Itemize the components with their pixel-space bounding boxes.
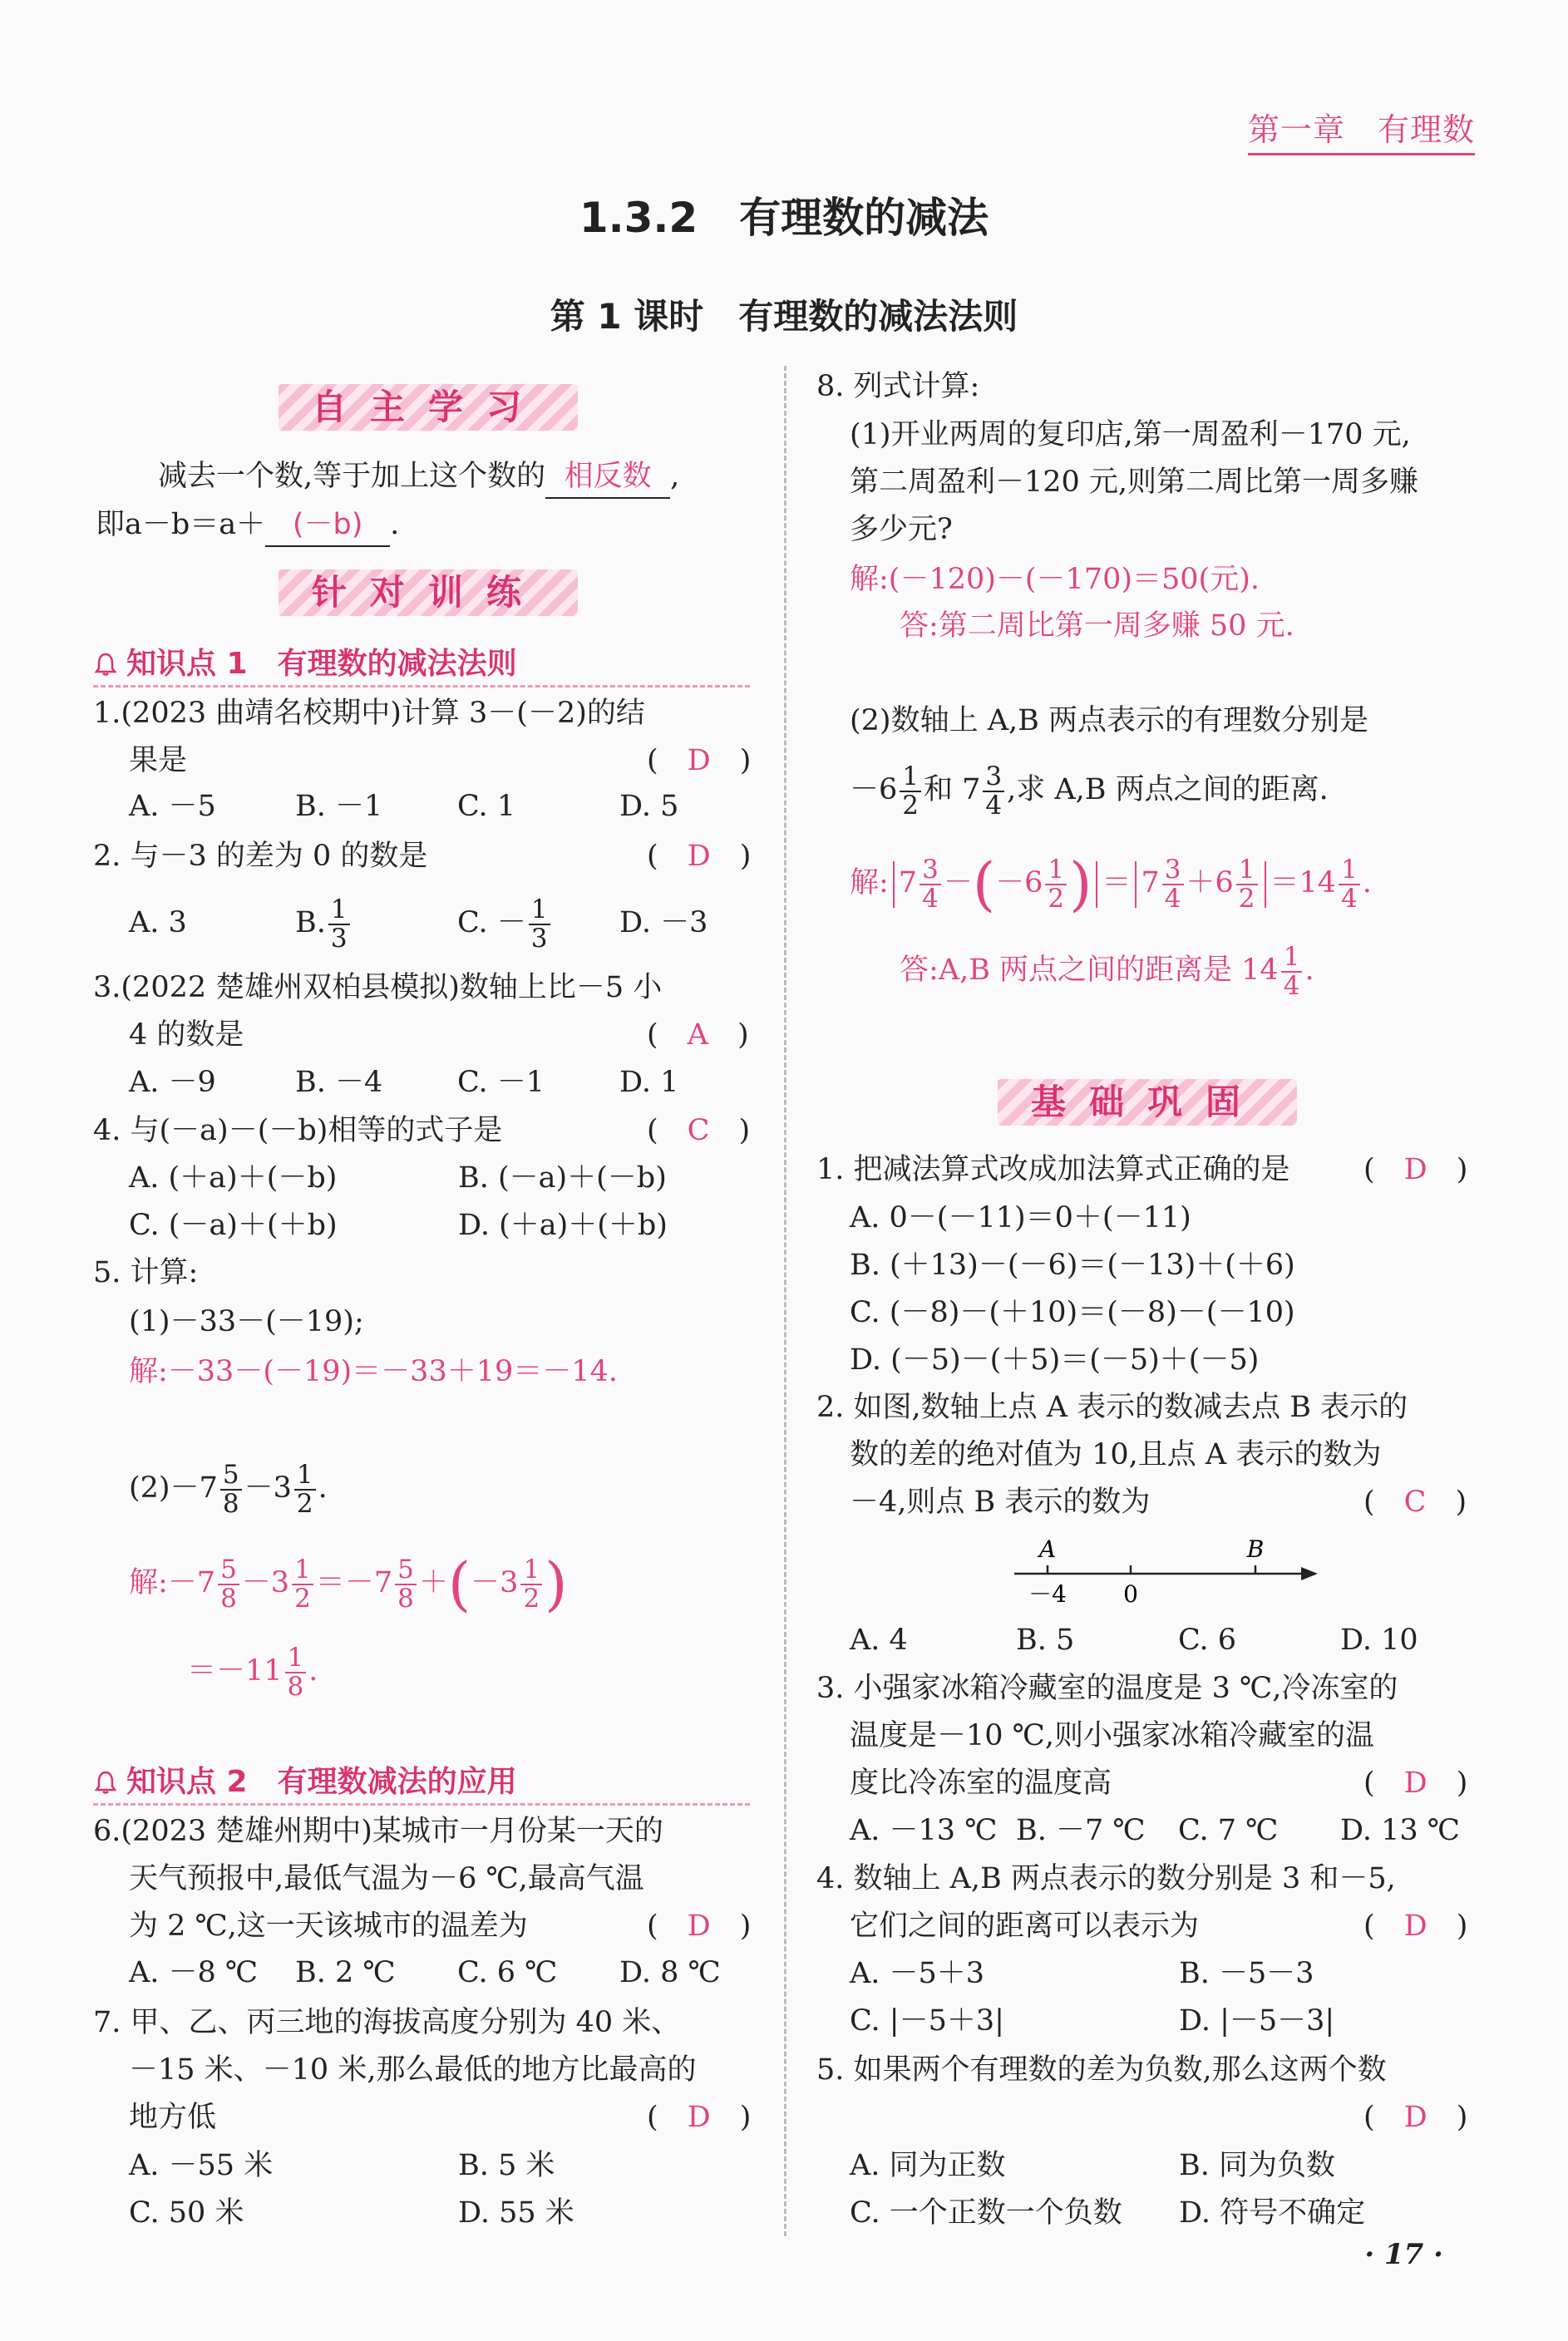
q8-sol-period: .: [1362, 866, 1372, 900]
kp2-label: 知识点 2 有理数减法的应用: [126, 1765, 517, 1799]
b2-options: [850, 1619, 1418, 1661]
q8-text: 8. 列式计算:: [816, 370, 980, 403]
banner-targeted: 针对训练: [279, 569, 578, 616]
q3-options: [129, 1062, 678, 1103]
frac-num: 3: [920, 856, 941, 885]
abs-bar: [1096, 861, 1097, 908]
q2-options: [129, 896, 708, 952]
intro-punct: ,: [670, 460, 680, 493]
q6-option-c: C. 6 ℃: [457, 1956, 558, 1989]
q5-part-2: [129, 1461, 328, 1517]
intro-line-1: [158, 456, 679, 499]
b3-option-c: C. 7 ℃: [1178, 1814, 1279, 1847]
paren-close: ): [545, 1550, 568, 1619]
b3-option-a: A. －13 ℃: [850, 1814, 998, 1847]
frac-den: 4: [922, 883, 939, 914]
frac-num: 1: [1236, 856, 1258, 885]
frac-den: 4: [1341, 883, 1358, 914]
abs-bar: [1135, 861, 1137, 908]
q2-fraction-b: [328, 896, 350, 952]
q7-options-row-1: [129, 2145, 555, 2186]
b2-option-c: C. 6: [1178, 1624, 1237, 1657]
knowledge-point-1: [93, 640, 750, 688]
q2-option-b-label: B.: [295, 906, 326, 940]
q1-option-c: C. 1: [457, 790, 516, 823]
point-a-label: A: [1038, 1535, 1057, 1563]
paren-open: (: [447, 1550, 471, 1619]
q6-option-d: D. 8 ℃: [619, 1956, 721, 1989]
q5-sol-m3: －3: [471, 1566, 519, 1600]
b5-option-a: A. 同为正数: [850, 2149, 1006, 2182]
frac-1-2: [520, 1556, 542, 1612]
frac-den: 2: [523, 1583, 540, 1614]
q8-sol-result: ＝14: [1270, 866, 1337, 900]
q6-option-b: B. 2 ℃: [295, 1956, 396, 1989]
b2-option-b: B. 5: [1016, 1624, 1075, 1657]
q6-line-1: 6.(2023 楚雄州期中)某城市一月份某一天的: [93, 1815, 663, 1848]
lesson-subtitle: 第 1 课时 有理数的减法法则: [550, 296, 1018, 337]
b4-options-row-1: [850, 1953, 1314, 1994]
frac-den: 2: [294, 1583, 311, 1614]
q4-answer: ( C ): [647, 1114, 751, 1147]
intro-period: .: [390, 508, 400, 541]
b3-line-1: 3. 小强家冰箱冷藏室的温度是 3 ℃,冷冻室的: [816, 1672, 1398, 1705]
q3-option-a: A. －9: [129, 1066, 216, 1099]
q5-text: 5. 计算:: [93, 1256, 199, 1289]
frac-den: 8: [287, 1671, 304, 1702]
q2-text: 2. 与－3 的差为 0 的数是: [93, 840, 428, 873]
b2-line-3: －4,则点 B 表示的数为: [850, 1486, 1151, 1519]
q2-option-b: [295, 896, 457, 952]
paren-close: ): [1069, 850, 1092, 919]
q4-option-a: A. (＋a)＋(－b): [129, 1161, 338, 1195]
q1-answer: ( D ): [647, 744, 752, 777]
b2-line-2: 数的差的绝对值为 10,且点 A 表示的数为: [850, 1438, 1382, 1471]
frac-1-8: [285, 1644, 307, 1700]
b2-answer: ( C ): [1363, 1486, 1467, 1519]
frac-den: 2: [1238, 883, 1255, 914]
q5-sol-label: 解:－7: [129, 1566, 216, 1600]
frac-num: 1: [328, 896, 350, 925]
q6-options: [129, 1952, 721, 1994]
q1-line-1: 1.(2023 曲靖名校期中)计算 3－(－2)的结: [93, 697, 645, 730]
b4-option-a: A. －5＋3: [850, 1957, 985, 1990]
q3-option-d: D. 1: [619, 1066, 679, 1099]
q5-p2-period: .: [318, 1471, 328, 1506]
frac-num: 3: [1162, 856, 1184, 885]
q8-p2-end: ,求 A,B 两点之间的距离.: [1007, 773, 1329, 807]
column-divider: [784, 366, 786, 2236]
banner-basic: 基础巩固: [998, 1079, 1297, 1126]
bell-icon: [93, 1770, 118, 1795]
q5-sol-plus: ＋: [418, 1566, 448, 1600]
b5-option-c: C. 一个正数一个负数: [850, 2196, 1122, 2230]
q5-part-1: (1)－33－(－19);: [129, 1305, 364, 1338]
q3-line-1: 3.(2022 楚雄州双柏县模拟)数轴上比－5 小: [93, 971, 663, 1004]
b5-options-row-1: [850, 2145, 1335, 2186]
q1-option-a: A. －5: [129, 790, 216, 823]
q5-part-2-solution: [129, 1550, 568, 1619]
knowledge-point-2: [93, 1758, 750, 1806]
q1-option-d: D. 5: [619, 790, 679, 823]
q1-option-b: B. －1: [295, 790, 383, 823]
q8-p1-line-1: (1)开业两周的复印店,第一周盈利－170 元,: [850, 418, 1411, 451]
frac-1-2: [292, 1556, 313, 1612]
frac-num: 1: [1281, 944, 1303, 973]
q4-option-d: D. (＋a)＋(＋b): [458, 1209, 668, 1242]
q8-ans-text: 答:A,B 两点之间的距离是 14: [900, 954, 1279, 988]
b5-options-row-2: [850, 2192, 1365, 2234]
q2-answer-letter: D: [687, 840, 711, 873]
b3-line-3: 度比冷冻室的温度高: [850, 1767, 1112, 1800]
q7-answer-letter: D: [687, 2101, 711, 2134]
frac-num: 5: [218, 1556, 239, 1585]
frac-num: 3: [983, 763, 1004, 792]
paren-open: (: [972, 850, 996, 919]
frac-3-4: [920, 856, 941, 912]
b1-option-d: D. (－5)－(＋5)＝(－5)＋(－5): [850, 1343, 1260, 1377]
frac-den: 3: [330, 923, 348, 954]
number-line-figure: [1006, 1525, 1322, 1617]
q2-option-c: [457, 896, 619, 952]
q5-sol2-period: .: [308, 1654, 318, 1688]
q5-sol-minus3: －3: [241, 1566, 290, 1600]
q4-options-row-2: [129, 1205, 668, 1246]
frac-den: 4: [1164, 883, 1181, 914]
frac-den: 4: [985, 790, 1003, 821]
chapter-header: 第一章 有理数: [1248, 104, 1475, 155]
frac-num: 5: [395, 1556, 417, 1585]
abs-bar: [1265, 861, 1266, 908]
b4-option-c: C. |－5＋3|: [850, 2004, 1004, 2038]
q6-line-3: 为 2 ℃,这一天该城市的温差为: [129, 1910, 528, 1943]
frac-num: 1: [529, 896, 550, 925]
b4-option-d: D. |－5－3|: [1179, 2004, 1335, 2038]
frac-num: 5: [220, 1461, 242, 1491]
frac-1-2: [294, 1461, 316, 1517]
b5-option-b: B. 同为负数: [1179, 2149, 1335, 2182]
kp1-label: 知识点 1 有理数的减法法则: [126, 647, 517, 681]
q3-answer: ( A ): [647, 1018, 749, 1052]
q3-option-b: B. －4: [295, 1066, 383, 1099]
q8-p2-line-1: (2)数轴上 A,B 两点表示的有理数分别是: [850, 704, 1368, 737]
b2-answer-letter: C: [1403, 1486, 1427, 1519]
abs-bar: [893, 861, 895, 908]
q7-option-b: B. 5 米: [458, 2149, 555, 2182]
q4-option-c: C. (－a)＋(＋b): [129, 1209, 338, 1242]
intro-line-2: [96, 504, 399, 547]
frac-den: 2: [296, 1488, 313, 1519]
b1-option-b: B. (＋13)－(－6)＝(－13)＋(＋6): [850, 1249, 1295, 1282]
q2-answer: ( D ): [647, 840, 752, 873]
q5-p2-label: (2)－7: [129, 1471, 218, 1506]
q8-p2-solution: [850, 850, 1372, 919]
q8-ans-period: .: [1304, 954, 1314, 988]
q7-option-a: A. －55 米: [129, 2149, 274, 2182]
frac-den: 2: [1048, 883, 1065, 914]
q4-options-row-1: [129, 1157, 667, 1199]
q8-sol-7b: 7: [1141, 866, 1160, 900]
q2-option-d: D. －3: [619, 906, 708, 940]
b1-option-c: C. (－8)－(＋10)＝(－8)－(－10): [850, 1296, 1295, 1329]
q7-line-1: 7. 甲、乙、丙三地的海拔高度分别为 40 米、: [93, 2006, 681, 2039]
frac-den: 4: [1283, 970, 1300, 1001]
b4-line-2: 它们之间的距离可以表示为: [850, 1910, 1200, 1943]
b3-answer-letter: D: [1403, 1767, 1427, 1800]
b2-line-1: 2. 如图,数轴上点 A 表示的数减去点 B 表示的: [816, 1391, 1408, 1424]
frac-1-4: [1339, 856, 1360, 912]
intro-text: 减去一个数,等于加上这个数的: [158, 460, 546, 493]
q8-p1-solution: 解:(－120)－(－170)＝50(元).: [850, 563, 1260, 596]
b5-option-d: D. 符号不确定: [1179, 2196, 1366, 2230]
q8-p2-line-2: [850, 763, 1329, 819]
b4-options-row-2: [850, 2000, 1334, 2042]
frac-den: 2: [902, 790, 920, 821]
q3-answer-letter: A: [687, 1018, 708, 1052]
q5-sol2: ＝－11: [187, 1654, 283, 1688]
b2-option-a: A. 4: [850, 1624, 908, 1657]
q8-sol-7: 7: [898, 866, 918, 900]
q5-sol-eq: ＝－7: [315, 1566, 393, 1600]
q8-p2-answer: [900, 944, 1314, 999]
q8-p1-line-3: 多少元?: [850, 513, 953, 546]
q4-text: 4. 与(－a)－(－b)相等的式子是: [93, 1114, 503, 1147]
q6-line-2: 天气预报中,最低气温为－6 ℃,最高气温: [129, 1862, 644, 1895]
b1-option-a: A. 0－(－11)＝0＋(－11): [850, 1201, 1191, 1235]
b1-answer: ( D ): [1363, 1153, 1468, 1186]
q8-sol-minus: －: [943, 866, 973, 900]
q1-options: [129, 786, 678, 827]
frac-num: 1: [1045, 856, 1067, 885]
q7-line-3: 地方低: [129, 2101, 217, 2134]
b5-answer-letter: D: [1403, 2101, 1427, 2134]
q5-part-2-solution-line-2: [187, 1644, 318, 1700]
q5-p2-minus3: －3: [244, 1471, 292, 1506]
frac-5-8: [395, 1556, 417, 1612]
bell-icon: [93, 652, 118, 677]
q2-fraction-c: [529, 896, 550, 952]
intro-formula: 即a－b＝a＋: [96, 508, 266, 541]
b1-answer-letter: D: [1403, 1153, 1427, 1186]
frac-1-2: [1045, 856, 1067, 912]
q8-sol-label: 解:: [850, 866, 889, 900]
q7-answer: ( D ): [647, 2101, 752, 2134]
q8-p2-m6: －6: [850, 773, 898, 807]
frac-num: 1: [520, 1556, 542, 1585]
tick-a-label: －4: [1028, 1580, 1067, 1608]
q2-option-a: A. 3: [129, 906, 187, 940]
frac-1-2: [1236, 856, 1258, 912]
frac-1-4: [1281, 944, 1303, 999]
q8-p1-answer: 答:第二周比第一周多赚 50 元.: [900, 609, 1294, 643]
q7-option-c: C. 50 米: [129, 2196, 244, 2230]
frac-num: 1: [1339, 856, 1360, 885]
b4-answer: ( D ): [1363, 1910, 1468, 1943]
q2-option-c-label: C. －: [457, 906, 526, 940]
q7-option-d: D. 55 米: [458, 2196, 574, 2230]
q8-sol-m6: －6: [995, 866, 1043, 900]
q4-option-b: B. (－a)＋(－b): [458, 1161, 667, 1195]
q7-line-2: －15 米、－10 米,那么最低的地方比最高的: [129, 2053, 697, 2087]
tick-0-label: 0: [1123, 1580, 1138, 1608]
q4-answer-letter: C: [687, 1114, 710, 1147]
q6-option-a: A. －8 ℃: [129, 1956, 259, 1989]
blank-answer-1: 相反数: [545, 456, 670, 499]
b3-option-d: D. 13 ℃: [1340, 1814, 1460, 1847]
b4-answer-letter: D: [1403, 1910, 1427, 1943]
b3-line-2: 温度是－10 ℃,则小强家冰箱冷藏室的温: [850, 1719, 1374, 1752]
q5-part-1-solution: 解:－33－(－19)＝－33＋19＝－14.: [129, 1355, 618, 1388]
b5-answer: ( D ): [1363, 2101, 1468, 2134]
b4-option-b: B. －5－3: [1179, 1957, 1314, 1990]
q6-answer-letter: D: [687, 1910, 711, 1943]
frac-3-4: [983, 763, 1004, 819]
b3-options: [850, 1810, 1460, 1851]
frac-num: 1: [900, 763, 921, 792]
frac-1-2: [900, 763, 921, 819]
q6-answer: ( D ): [647, 1910, 752, 1943]
frac-num: 1: [292, 1556, 313, 1585]
frac-num: 1: [285, 1644, 307, 1673]
q1-line-2: 果是: [129, 744, 188, 777]
b3-answer: ( D ): [1363, 1767, 1468, 1800]
q7-options-row-2: [129, 2192, 574, 2234]
point-b-label: B: [1246, 1535, 1265, 1563]
q1-answer-letter: D: [687, 744, 711, 777]
b3-option-b: B. －7 ℃: [1016, 1814, 1146, 1847]
q8-p2-and: 和 7: [924, 773, 981, 807]
q8-p1-line-2: 第二周盈利－120 元,则第二周比第一周多赚: [850, 466, 1419, 499]
b5-line-1: 5. 如果两个有理数的差为负数,那么这两个数: [816, 2053, 1387, 2087]
b2-option-d: D. 10: [1340, 1624, 1418, 1657]
frac-5-8: [220, 1461, 242, 1517]
section-title: 1.3.2 有理数的减法: [579, 194, 989, 242]
q3-line-2: 4 的数是: [129, 1018, 244, 1052]
b1-text: 1. 把减法算式改成加法算式正确的是: [816, 1153, 1290, 1186]
page-number: · 17 ·: [1364, 2238, 1443, 2271]
frac-den: 8: [397, 1583, 414, 1614]
frac-3-4: [1162, 856, 1184, 912]
frac-den: 8: [222, 1488, 239, 1519]
b4-line-1: 4. 数轴上 A,B 两点表示的数分别是 3 和－5,: [816, 1862, 1396, 1895]
frac-den: 3: [530, 923, 548, 954]
frac-num: 1: [294, 1461, 316, 1491]
frac-5-8: [218, 1556, 239, 1612]
q3-option-c: C. －1: [457, 1066, 545, 1099]
banner-self-study: 自主学习: [279, 384, 578, 431]
q8-sol-plus6: ＋6: [1186, 866, 1234, 900]
blank-answer-2: (－b): [265, 504, 390, 547]
axis-arrow: [1301, 1567, 1318, 1580]
frac-den: 8: [220, 1583, 237, 1614]
q8-sol-eq: ＝: [1102, 866, 1132, 900]
